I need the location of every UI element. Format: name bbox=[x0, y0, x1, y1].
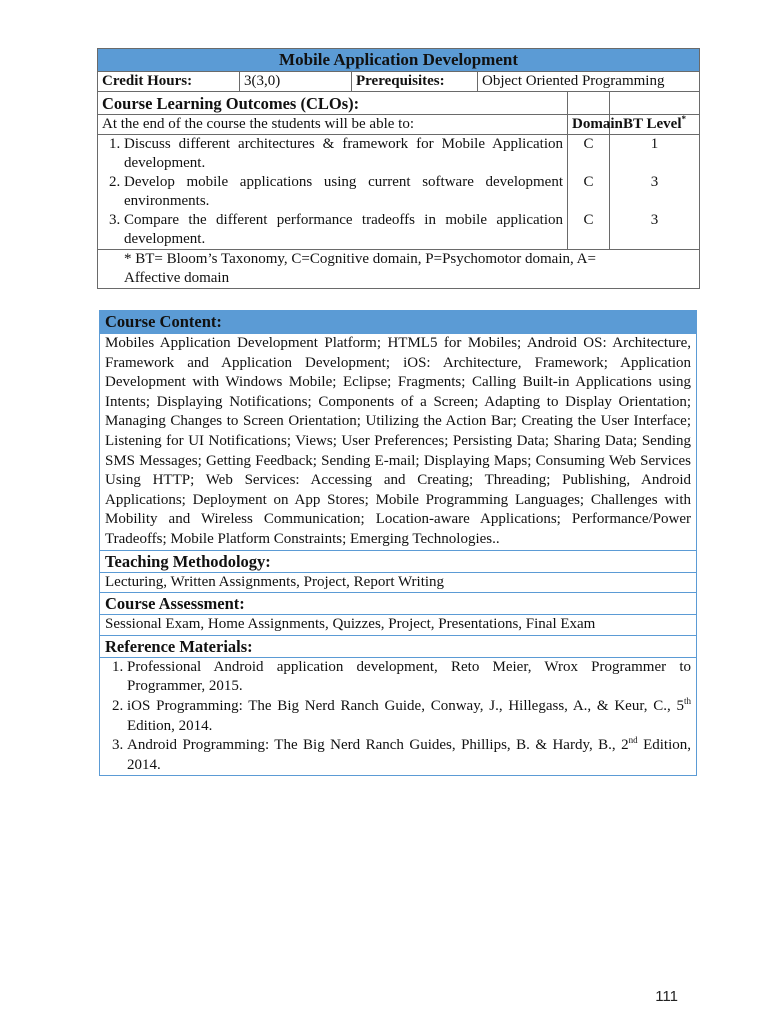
bt-footnote: * BT= Bloom’s Taxonomy, C=Cognitive domain, P=Psychomotor domain, A= Affective domain bbox=[98, 250, 700, 289]
course-assessment-heading: Course Assessment: bbox=[100, 593, 697, 615]
clo-bt-level: 1 bbox=[650, 136, 659, 152]
course-assessment-text: Sessional Exam, Home Assignments, Quizzes, Project, Presentations, Final Exam bbox=[100, 615, 697, 636]
credit-hours-label: Credit Hours: bbox=[98, 72, 240, 92]
bt-level-header: BT Level* bbox=[610, 115, 700, 135]
clo-bt-level: 3 bbox=[650, 174, 659, 190]
reference-materials-heading: Reference Materials: bbox=[100, 635, 697, 657]
clo-domain: C bbox=[583, 212, 594, 228]
course-content-text: Mobiles Application Development Platform; HTML5 for Mobiles; Android OS: Architecture, Framework and Application Development; iOS: Architecture, Framework; Application Development with Windows Mobile; Eclipse; Fragments; Calling Built-in Applications using Intents; Displaying Notifications; Components of a Screen; Adapting to Display Orientation; Managing Changes to Screen Orientation; Utilizing the Action Bar; Creating the User Interface; Listening for UI Notifications; Views; User Preferences; Persisting Data; Sharing Data; Sending SMS Messages; Getting Feedback; Sending E-mail; Displaying Maps; Consuming Web Services Using HTTP; Web Services: Accessing and Creating; Threading; Publishing, Android Applications; Deployment on App Stores; Mobile Programming Languages; Challenges with Mobility and Wireless Communication; Location-aware Applications; Performance/Power Tradeoffs; Mobile Platform Constraints; Emerging Technologies.. bbox=[100, 334, 697, 551]
course-content-heading: Course Content: bbox=[100, 311, 697, 334]
domain-header: Domain bbox=[568, 115, 610, 135]
teaching-methodology-heading: Teaching Methodology: bbox=[100, 550, 697, 572]
clo-domain-column bbox=[568, 135, 610, 250]
clo-item: 1. Discuss different architectures & framework for Mobile Application development. bbox=[124, 135, 563, 173]
reference-item: 3. Android Programming: The Big Nerd Ranch Guides, Phillips, B. & Hardy, B., 2nd Edition, 2014. bbox=[127, 736, 691, 775]
reference-item: 1. Professional Android application development, Reto Meier, Wrox Programmer to Programmer, 2015. bbox=[127, 658, 691, 697]
reference-materials-list bbox=[100, 657, 697, 776]
clo-bt-level: 3 bbox=[650, 212, 659, 228]
clo-bt-column bbox=[610, 135, 700, 250]
clo-heading-domain-blank bbox=[568, 92, 610, 115]
clo-list bbox=[98, 135, 568, 250]
clo-heading: Course Learning Outcomes (CLOs): bbox=[98, 92, 568, 115]
prerequisites-value: Object Oriented Programming bbox=[478, 72, 700, 92]
clo-intro: At the end of the course the students will be able to: bbox=[98, 115, 568, 135]
clo-heading-bt-blank bbox=[610, 92, 700, 115]
clo-item: 2. Develop mobile applications using current software development environments. bbox=[124, 173, 563, 211]
course-info-table bbox=[97, 48, 700, 289]
course-title: Mobile Application Development bbox=[98, 49, 700, 72]
clo-domain: C bbox=[583, 174, 594, 190]
clo-domain: C bbox=[583, 136, 594, 152]
page-number: 111 bbox=[655, 988, 678, 1005]
reference-item: 2. iOS Programming: The Big Nerd Ranch Guide, Conway, J., Hillegass, A., & Keur, C., 5th Edition, 2014. bbox=[127, 697, 691, 736]
teaching-methodology-text: Lecturing, Written Assignments, Project, Report Writing bbox=[100, 572, 697, 593]
prerequisites-label: Prerequisites: bbox=[352, 72, 478, 92]
credit-hours-value: 3(3,0) bbox=[240, 72, 352, 92]
course-details-table bbox=[99, 310, 697, 776]
clo-item: 3. Compare the different performance tradeoffs in mobile application development. bbox=[124, 211, 563, 249]
